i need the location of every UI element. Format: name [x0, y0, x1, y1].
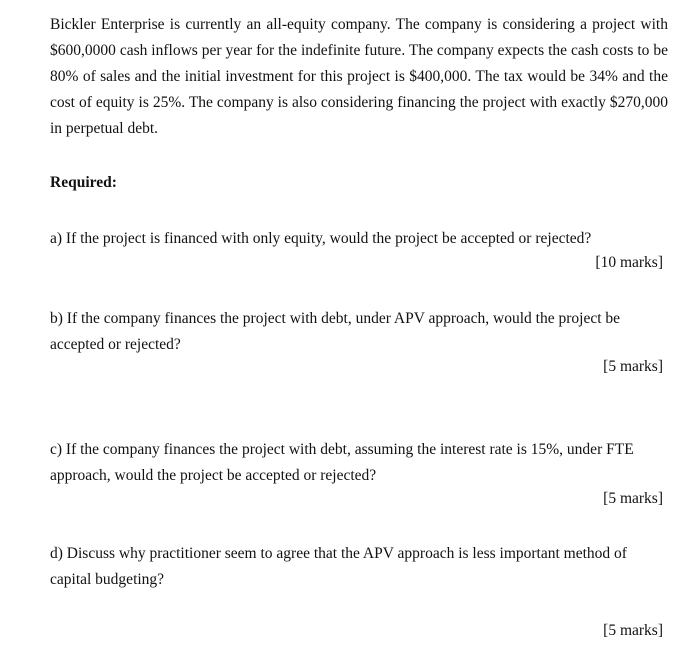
question-d-marks: [5 marks] — [603, 622, 663, 639]
question-b-marks: [5 marks] — [603, 358, 663, 375]
required-heading: Required: — [50, 174, 117, 191]
question-a-marks: [10 marks] — [595, 254, 663, 271]
question-c-marks: [5 marks] — [603, 490, 663, 507]
question-d: d) Discuss why practitioner seem to agree that the APV approach is less important method of capital budgeting? — [50, 545, 627, 588]
question-b: b) If the company finances the project with debt, under APV approach, would the project be accepted or rejected? — [50, 310, 621, 353]
intro-paragraph: Bickler Enterprise is currently an all-equity company. The company is considering a project with $600,0000 cash inflows per year for the indefinite future. The company expects the cash costs to be 80% of sales and the initial investment for this project is $400,000. The tax would be 34% and the cost of equity is 25%. The company is also considering financing the project with exactly $270,000 in perpetual debt. — [50, 16, 668, 137]
question-a: a) If the project is financed with only equity, would the project be accepted or rejected? — [50, 230, 592, 247]
question-c: c) If the company finances the project with debt, assuming the interest rate is 15%, under FTE approach, would the project be accepted or rejected? — [50, 441, 634, 484]
